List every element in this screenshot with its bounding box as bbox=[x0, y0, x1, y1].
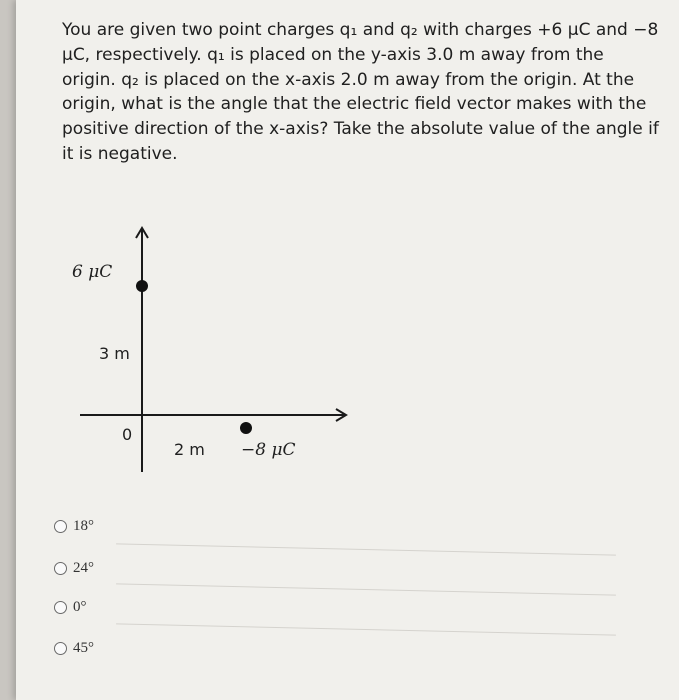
option-0[interactable] bbox=[54, 599, 87, 616]
divider bbox=[116, 623, 616, 635]
q2-label: −8 μC bbox=[241, 440, 296, 460]
question-text: You are given two point charges q₁ and q₂ with charges +6 μC and −8 μC, respectively. q₁ is placed on the y-axis 3.0 m away from the origin. q₂ is placed on the x-axis 2.0 m away from the origin. At the origin, what is the angle that the electric field vector makes with the positive direction of the x-axis? Take the absolute value of the angle if it is negative. bbox=[62, 20, 659, 164]
option-45[interactable] bbox=[54, 640, 94, 657]
radio-button[interactable] bbox=[54, 520, 67, 533]
question-card bbox=[16, 0, 679, 700]
radio-button[interactable] bbox=[54, 562, 67, 575]
option-24[interactable] bbox=[54, 560, 94, 577]
origin-label: 0 bbox=[122, 425, 133, 444]
option-label: 24° bbox=[73, 560, 94, 576]
charge-diagram bbox=[66, 222, 366, 474]
charge-q1-dot bbox=[136, 280, 148, 292]
divider bbox=[116, 543, 616, 555]
option-label: 45° bbox=[73, 640, 94, 656]
divider bbox=[116, 583, 616, 595]
option-18[interactable] bbox=[54, 518, 94, 535]
y-distance-label: 3 m bbox=[99, 344, 130, 363]
charge-q2-dot bbox=[240, 422, 252, 434]
radio-button[interactable] bbox=[54, 642, 67, 655]
radio-button[interactable] bbox=[54, 601, 67, 614]
x-distance-label: 2 m bbox=[174, 440, 205, 459]
option-label: 0° bbox=[73, 599, 87, 615]
q1-label: 6 μC bbox=[72, 262, 113, 282]
option-label: 18° bbox=[73, 518, 94, 534]
